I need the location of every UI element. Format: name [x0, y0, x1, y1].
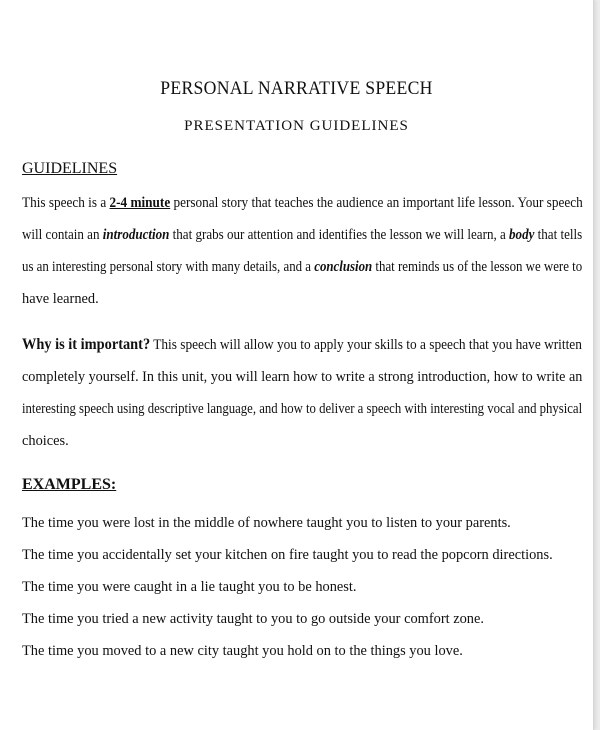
importance-paragraph [22, 329, 582, 457]
example-item: The time you tried a new activity taught to you to go outside your comfort zone. [22, 611, 484, 627]
document-title: PERSONAL NARRATIVE SPEECH [160, 78, 433, 99]
document-subtitle: PRESENTATION GUIDELINES [184, 118, 409, 134]
guidelines-paragraph [22, 187, 582, 315]
guidelines-line: will contain an introduction that grabs our attention and identifies the lesson we will learn, a body that tells [22, 227, 583, 243]
body-emphasis: body [509, 227, 535, 243]
guidelines-line: This speech is a 2-4 minute personal story that teaches the audience an important life lesson. Your speech [22, 195, 583, 211]
examples-list [22, 507, 553, 667]
example-item: The time you were lost in the middle of nowhere taught you to listen to your parents. [22, 515, 511, 531]
introduction-emphasis: introduction [102, 227, 170, 243]
importance-line: completely yourself. In this unit, you will learn how to write a strong introduction, how to write an [22, 369, 583, 385]
duration-emphasis: 2-4 minute [109, 195, 171, 211]
conclusion-emphasis: conclusion [314, 259, 373, 275]
guidelines-line: us an interesting personal story with many details, and a conclusion that reminds us of the lesson we were to [22, 259, 583, 275]
importance-line: Why is it important? This speech will allow you to apply your skills to a speech that you have written [22, 336, 582, 353]
importance-line: choices. [22, 433, 69, 449]
guidelines-heading: GUIDELINES [22, 160, 118, 177]
guidelines-line: have learned. [22, 291, 99, 307]
example-item: The time you were caught in a lie taught you to be honest. [22, 579, 357, 595]
importance-line: interesting speech using descriptive language, and how to deliver a speech with interesting vocal and physical [22, 401, 583, 417]
example-item: The time you moved to a new city taught you hold on to the things you love. [22, 643, 463, 659]
examples-heading: EXAMPLES: [22, 476, 117, 493]
importance-lead: Why is it important? [22, 336, 151, 353]
example-item: The time you accidentally set your kitchen on fire taught you to read the popcorn directions. [22, 547, 553, 563]
